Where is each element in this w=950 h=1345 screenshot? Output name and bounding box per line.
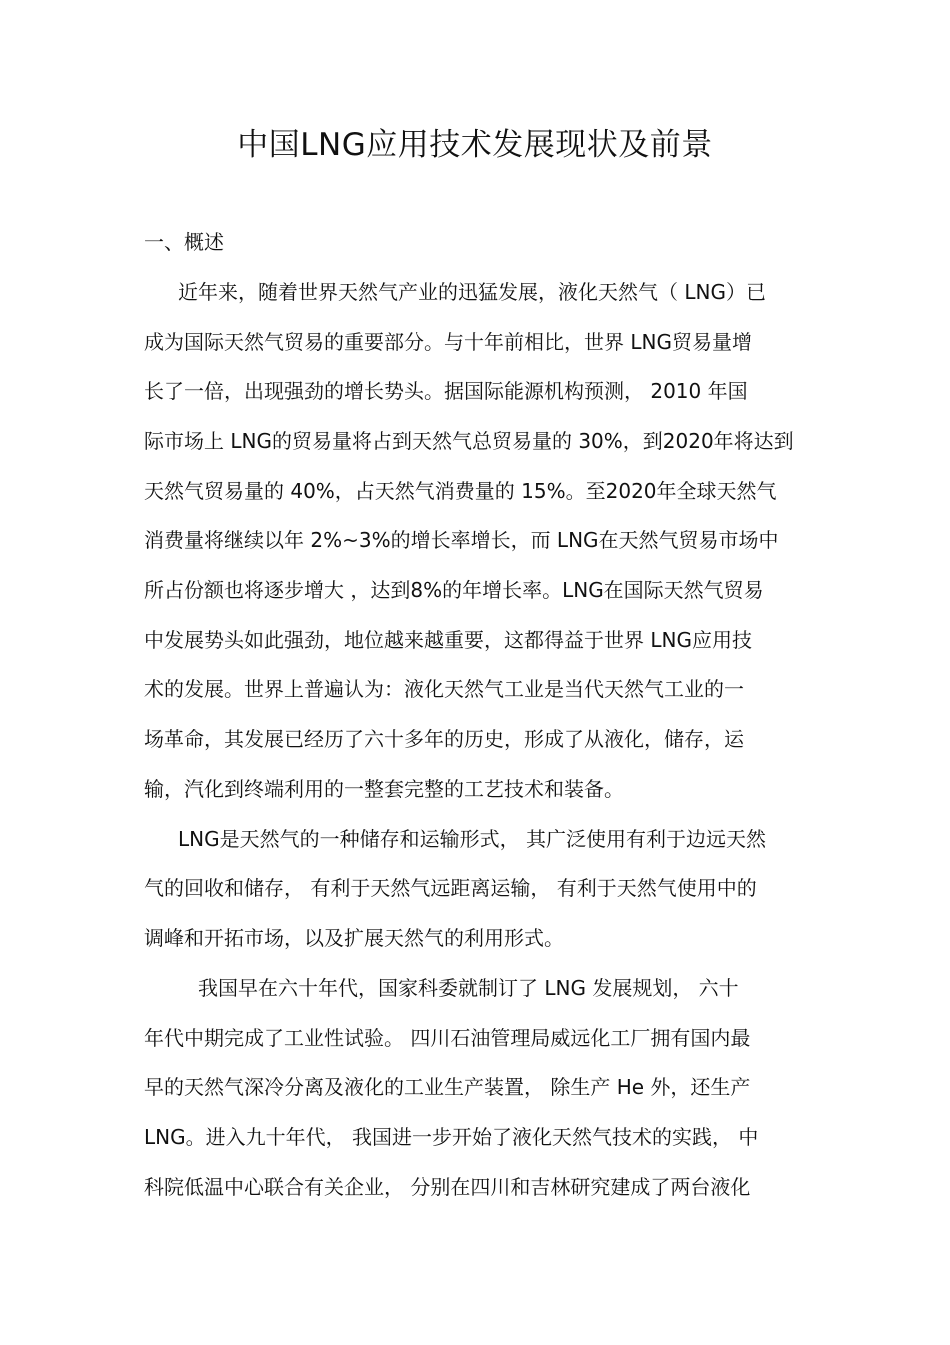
- text-line: 术的发展。世界上普遍认为：液化天然气工业是当代天然气工业的一: [144, 677, 744, 701]
- text-line: 场革命，其发展已经历了六十多年的历史，形成了从液化，储存，运: [144, 727, 744, 751]
- document-title: 中国LNG应用技术发展现状及前景: [237, 127, 713, 163]
- text-line: 所占份额也将逐步增大 ，达到8%的年增长率。LNG在国际天然气贸易: [144, 578, 764, 602]
- text-line: 调峰和开拓市场，以及扩展天然气的利用形式。: [144, 926, 564, 950]
- text-line: 际市场上 LNG的贸易量将占到天然气总贸易量的 30%，到2020年将达到: [144, 429, 794, 453]
- section-heading: 一、概述: [144, 230, 224, 254]
- text-line: 长了一倍，出现强劲的增长势头。据国际能源机构预测， 2010 年国: [144, 379, 748, 403]
- text-line: 科院低温中心联合有关企业， 分别在四川和吉林研究建成了两台液化: [144, 1175, 751, 1199]
- text-line: 消费量将继续以年 2%~3%的增长率增长，而 LNG在天然气贸易市场中: [144, 528, 779, 552]
- text-line: 我国早在六十年代，国家科委就制订了 LNG 发展规划， 六十: [198, 976, 739, 1000]
- text-line: 成为国际天然气贸易的重要部分。与十年前相比，世界 LNG贸易量增: [144, 330, 752, 354]
- text-line: 天然气贸易量的 40%，占天然气消费量的 15%。至2020年全球天然气: [144, 479, 777, 503]
- text-line: 输，汽化到终端利用的一整套完整的工艺技术和装备。: [144, 777, 624, 801]
- text-line: LNG。进入九十年代， 我国进一步开始了液化天然气技术的实践， 中: [144, 1125, 759, 1149]
- text-line: 早的天然气深冷分离及液化的工业生产装置， 除生产 He 外，还生产: [144, 1075, 751, 1099]
- text-line: 年代中期完成了工业性试验。 四川石油管理局威远化工厂拥有国内最: [144, 1026, 751, 1050]
- text-line: 近年来，随着世界天然气产业的迅猛发展，液化天然气（ LNG）已: [178, 280, 766, 304]
- text-line: 中发展势头如此强劲，地位越来越重要，这都得益于世界 LNG应用技: [144, 628, 752, 652]
- text-line: LNG是天然气的一种储存和运输形式， 其广泛使用有利于边远天然: [178, 827, 766, 851]
- text-line: 气的回收和储存， 有利于天然气远距离运输， 有利于天然气使用中的: [144, 876, 757, 900]
